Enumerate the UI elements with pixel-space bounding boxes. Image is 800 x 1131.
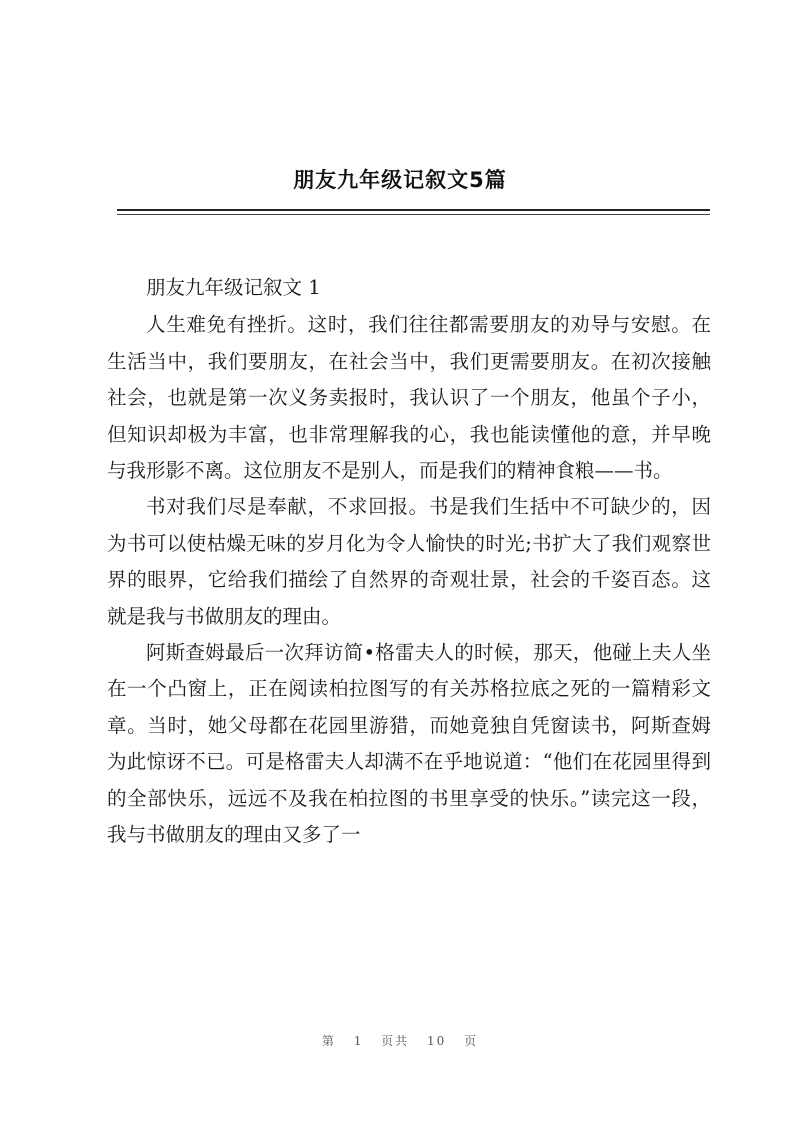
total-pages-number: 10: [427, 1034, 447, 1048]
page-label-suffix: 页: [464, 1034, 479, 1048]
section-heading: 朋友九年级记叙文 1: [146, 276, 321, 299]
title-underline: [117, 209, 710, 211]
paragraph: 人生难免有挫折。这时，我们往往都需要朋友的劝导与安慰。在生活当中，我们要朋友，在社会当中，我们更需要朋友。在初次接触社会，也就是第一次义务卖报时，我认识了一个朋友，他虽个子小，但知识却极为丰富，也非常理解我的心，我也能读懂他的意，并早晚与我形影不离。这位朋友不是别人，而是我们的精神食粮——书。: [107, 313, 711, 483]
document-body: [107, 270, 711, 854]
page-footer: [0, 1032, 800, 1049]
page-label-mid: 页共: [381, 1034, 410, 1048]
page-label-prefix: 第: [321, 1034, 336, 1048]
document-title: 朋友九年级记叙文5篇: [293, 168, 507, 192]
paragraph: 书对我们尽是奉献，不求回报。书是我们生括中不可缺少的，因为书可以使枯燥无味的岁月化为令人愉快的时光;书扩大了我们观察世界的眼界，它给我们描绘了自然界的奇观壮景，社会的千姿百态。这就是我与书做朋友的理由。: [107, 495, 711, 628]
paragraph: 阿斯查姆最后一次拜访简•格雷夫人的时候，那天，他碰上夫人坐在一个凸窗上，正在阅读柏拉图写的有关苏格拉底之死的一篇精彩文章。当时，她父母都在花园里游猎，而她竟独自凭窗读书，阿斯查姆为此惊讶不已。可是格雷夫人却满不在乎地说道：“他们在花园里得到的全部快乐，远远不及我在柏拉图的书里享受的快乐。”读完这一段，我与书做朋友的理由又多了一: [107, 641, 711, 847]
title-underline-thin: [117, 214, 710, 215]
current-page-number: 1: [353, 1034, 364, 1048]
